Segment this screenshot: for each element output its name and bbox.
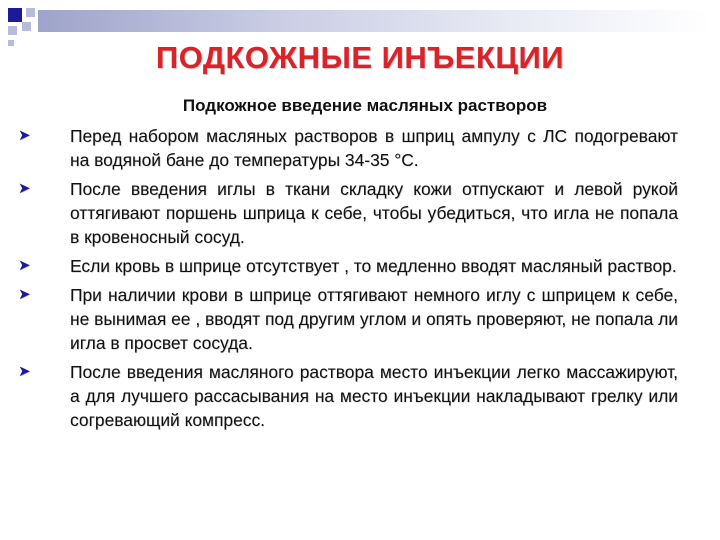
header-gradient-bar: [38, 10, 710, 32]
list-item: [14, 124, 678, 172]
list-item-text: Перед набором масляных растворов в шприц ампулу с ЛС подогревают на водяной бане до температуры 34-35 °С.: [70, 126, 678, 170]
list-item-text: После введения масляного раствора место инъекции легко массажируют, а для лучшего рассасывания на место инъекции накладывают грелку или согревающий компресс.: [70, 362, 678, 430]
slide-subtitle: Подкожное введение масляных растворов: [182, 96, 548, 115]
list-item: [14, 360, 678, 432]
corner-square-decoration: [8, 26, 17, 35]
list-item-text: При наличии крови в шприце оттягивают немного иглу с шприцем к себе, не вынимая ее , вводят под другим углом и опять проверяют, не попала ли игла в просвет сосуда.: [70, 285, 678, 353]
list-item-text: После введения иглы в ткани складку кожи отпускают и левой рукой оттягивают поршень шприца к себе, чтобы убедиться, что игла не попала в кровеносный сосуд.: [70, 179, 678, 247]
bullet-list: [14, 124, 678, 437]
arrowhead-bullet-icon: ➤: [18, 363, 31, 380]
corner-square-decoration: [26, 8, 35, 17]
corner-square-decoration: [8, 8, 22, 22]
list-item: [14, 177, 678, 249]
arrowhead-bullet-icon: ➤: [18, 127, 31, 144]
arrowhead-bullet-icon: ➤: [18, 257, 31, 274]
corner-square-decoration: [22, 22, 31, 31]
list-item: [14, 283, 678, 355]
arrowhead-bullet-icon: ➤: [18, 180, 31, 197]
slide-title: ПОДКОЖНЫЕ ИНЪЕКЦИИ: [155, 40, 565, 75]
arrowhead-bullet-icon: ➤: [18, 286, 31, 303]
list-item-text: Если кровь в шприце отсутствует , то медленно вводят масляный раствор.: [70, 256, 677, 276]
list-item: [14, 254, 678, 278]
